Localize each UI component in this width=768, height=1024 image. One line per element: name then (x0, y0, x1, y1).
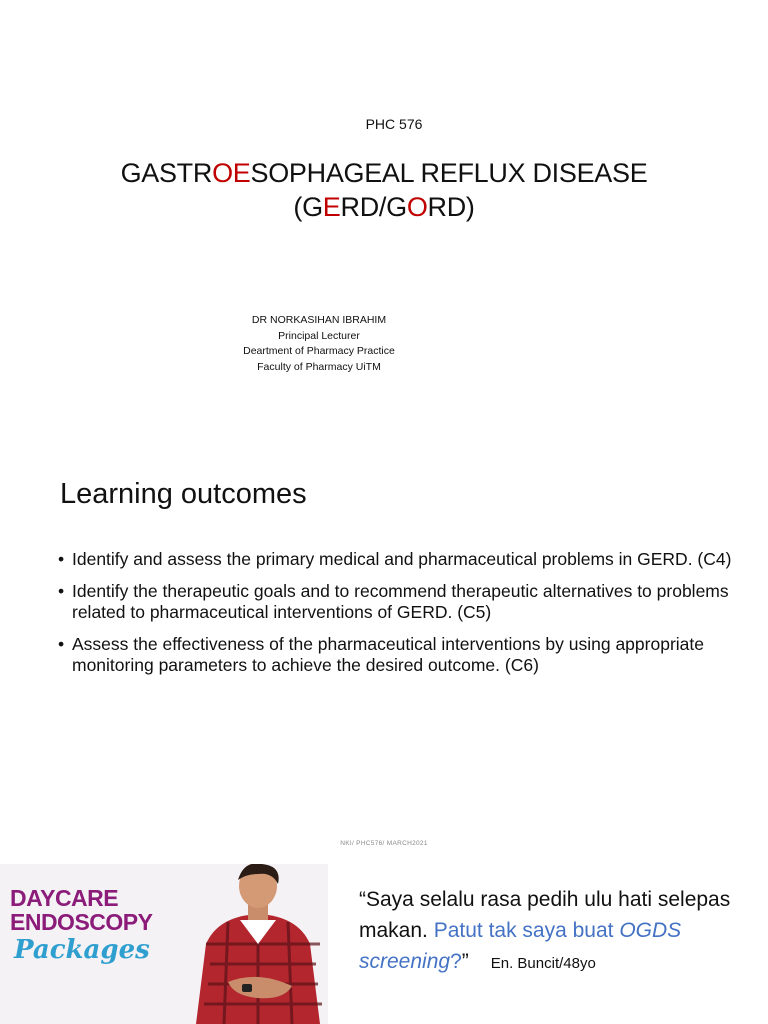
list-item-text: Identify and assess the primary medical and pharmaceutical problems in GERD. (C4) (72, 549, 732, 569)
bullet-icon: • (58, 580, 65, 601)
ad-line-endoscopy: ENDOSCOPY (10, 909, 153, 935)
quote-text: “Saya selalu rasa pedih ulu hati selepas makan. (359, 888, 731, 942)
author-name: DR NORKASIHAN IBRAHIM (251, 314, 387, 326)
title-segment: O (406, 192, 428, 222)
quote-question-mark: ? (450, 950, 462, 973)
title-segment: SOPHAGEAL REFLUX DISEASE (250, 158, 648, 188)
ad-line-packages: Packages (14, 935, 150, 965)
title-segment: RD/G (340, 192, 407, 222)
quote-close: ” (461, 950, 469, 973)
title-segment: E (322, 192, 341, 222)
quote-attribution: En. Buncit/48yo (490, 955, 596, 972)
course-code: PHC 576 (365, 116, 423, 132)
author-faculty: Faculty of Pharmacy UiTM (257, 360, 381, 373)
title-segment: RD) (427, 192, 475, 222)
list-item (58, 581, 748, 624)
title-segment: (G (293, 192, 323, 222)
title-line-2 (0, 190, 768, 224)
bullet-icon: • (58, 633, 65, 654)
list-item (58, 634, 748, 677)
bullet-icon: • (58, 549, 65, 569)
slide-footer: NKI/ PHC576/ MARCH2021 (340, 840, 428, 847)
title-line-1 (0, 156, 768, 190)
slide-title (0, 156, 768, 224)
ad-line-daycare: DAYCARE (10, 885, 119, 911)
author-position: Principal Lecturer (278, 329, 360, 342)
title-segment: GASTR (120, 158, 213, 188)
outcome-list (58, 549, 748, 687)
quote-highlight: Patut tak saya buat (433, 919, 620, 942)
slide-heading: Learning outcomes (60, 478, 307, 510)
person-holding-stomach-illustration (188, 864, 328, 1024)
title-segment: OE (212, 158, 251, 188)
author-department: Deartment of Pharmacy Practice (243, 345, 395, 357)
author-block (0, 313, 638, 375)
list-item-text: Assess the effectiveness of the pharmaceutical interventions by using appropriate monitoring parameters to achieve the desired outcome. (C6) (72, 633, 704, 675)
patient-quote (359, 884, 759, 979)
list-item (58, 549, 748, 571)
quote-highlight-italic: OGDS screening (359, 919, 682, 973)
list-item-text: Identify the therapeutic goals and to recommend therapeutic alternatives to problems related to pharmaceutical interventions of GERD. (C5) (72, 580, 729, 622)
